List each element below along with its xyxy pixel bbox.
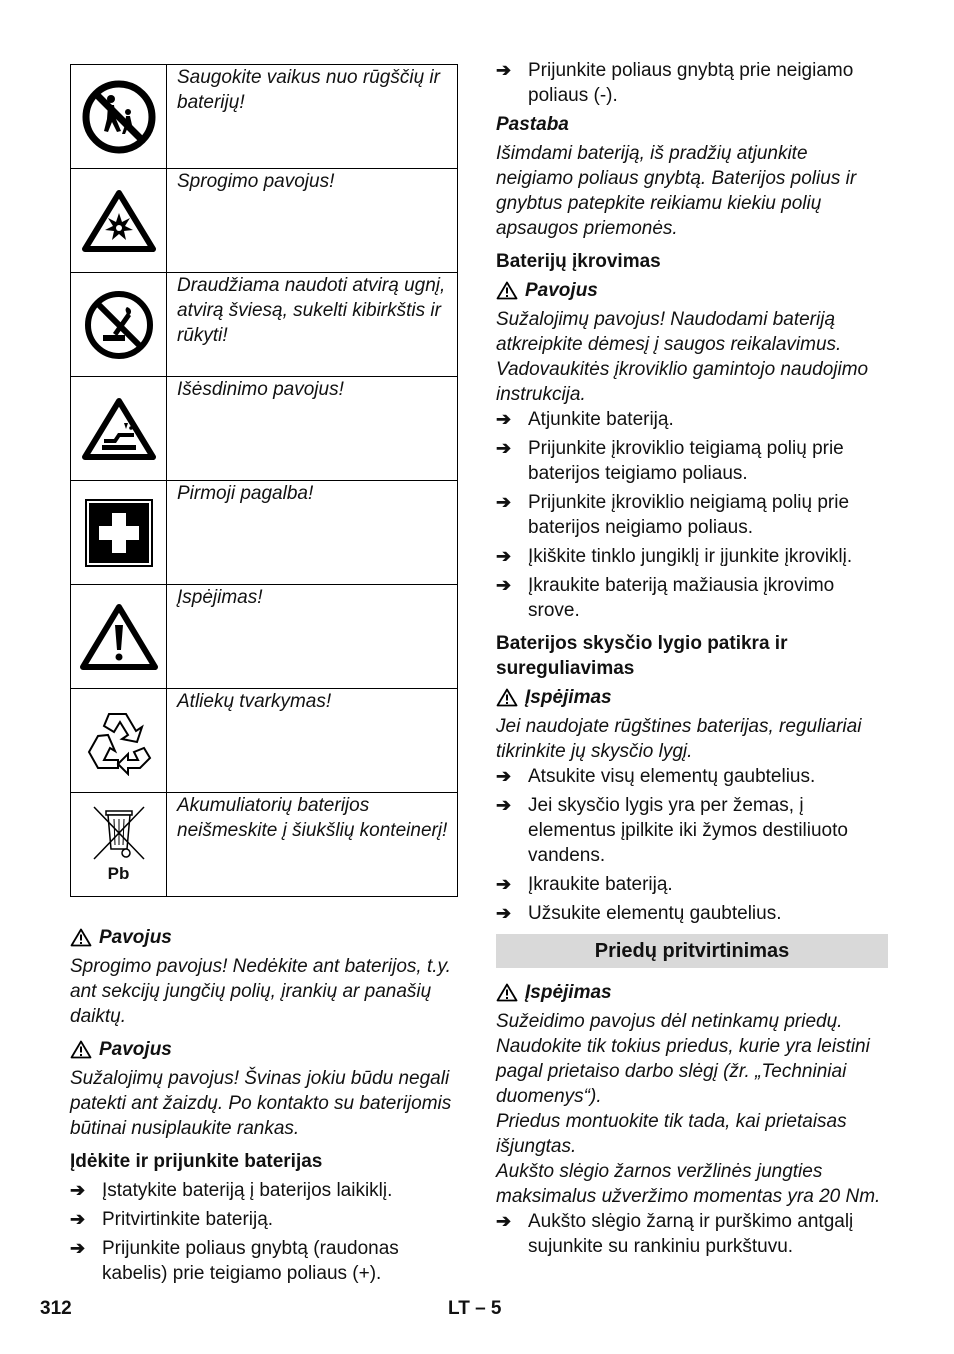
warning-triangle-icon [70, 1040, 92, 1059]
list-item: ➔ Atjunkite bateriją. [496, 409, 674, 430]
warning-text: Jei naudojate rūgštines baterijas, reguliariai tikrinkite jų skysčio lygį. [496, 716, 862, 762]
list-item: ➔ Įkiškite tinklo jungiklį ir įjunkite įkroviklį. [496, 546, 853, 567]
list-item: ➔ Įkraukite bateriją. [496, 874, 673, 895]
symbol-row [71, 169, 458, 273]
danger-heading: Pavojus [496, 278, 888, 303]
right-column [496, 58, 888, 1259]
warning-exclamation-icon [71, 585, 167, 689]
symbol-text: Atliekų tvarkymas! [167, 689, 458, 793]
symbol-row [71, 585, 458, 689]
list-item: ➔ Prijunkite poliaus gnybtą (raudonas kabelis) prie teigiamo poliaus (+). [70, 1238, 399, 1284]
arrow-right-icon: ➔ [496, 438, 512, 458]
warning-text: Priedus montuokite tik tada, kai prietaisas išjungtas. [496, 1111, 847, 1157]
list-item: ➔ Aukšto slėgio žarną ir purškimo antgalį sujunkite su rankiniu purkštuvu. [496, 1211, 854, 1257]
arrow-right-icon: ➔ [70, 1238, 86, 1258]
symbol-text: Saugokite vaikus nuo rūgščių ir baterijų! [167, 65, 458, 169]
arrow-right-icon: ➔ [496, 492, 512, 512]
explosion-warning-icon [71, 169, 167, 273]
list-item: ➔ Įstatykite bateriją į baterijos laikiklį. [70, 1180, 393, 1201]
note-text: Išimdami bateriją, iš pradžių atjunkite neigiamo poliaus gnybtą. Baterijos polius ir gnybtus patepkite reikiamu kiekiu polių apsaugos priemonės. [496, 143, 857, 239]
warning-triangle-icon [496, 281, 518, 300]
list-item: ➔ Užsukite elementų gaubtelius. [496, 903, 782, 924]
recycling-icon [71, 689, 167, 793]
charging-steps [496, 407, 888, 623]
left-column [70, 64, 458, 1286]
list-item: ➔ Prijunkite poliaus gnybtą prie neigiamo poliaus (-). [496, 60, 854, 106]
warning-triangle-icon [496, 688, 518, 707]
symbol-row [71, 481, 458, 585]
arrow-right-icon: ➔ [70, 1180, 86, 1200]
pb-label: Pb [107, 864, 130, 883]
danger-text: Sprogimo pavojus! Nedėkite ant baterijos, t.y. ant sekcijų jungčių polių, įrankių ar panašių daiktų. [70, 956, 451, 1027]
danger-heading: Pavojus [70, 925, 458, 950]
danger-text: Sužalojimų pavojus! Švinas jokiu būdu negali patekti ant žaizdų. Po kontakto su baterijomis būtinai nusiplaukite rankas. [70, 1068, 452, 1139]
symbol-text: Pirmoji pagalba! [167, 481, 458, 585]
no-children-icon [71, 65, 167, 169]
section-heading: Baterijos skysčio lygio patikra ir sureguliavimas [496, 633, 788, 679]
list-item: ➔ Prijunkite įkroviklio teigiamą polių prie baterijos teigiamo poliaus. [496, 438, 844, 484]
symbol-row [71, 65, 458, 169]
symbol-text: Sprogimo pavojus! [167, 169, 458, 273]
section-heading: Įdėkite ir prijunkite baterijas [70, 1151, 323, 1172]
language-page-indicator: LT – 5 [448, 1298, 502, 1319]
corrosive-warning-icon [71, 377, 167, 481]
first-aid-icon [71, 481, 167, 585]
warning-text: Aukšto slėgio žarnos veržlinės jungties maksimalus užveržimo momentas yra 20 Nm. [496, 1161, 881, 1207]
note-heading: Pastaba [496, 114, 569, 135]
arrow-right-icon: ➔ [496, 409, 512, 429]
warning-heading: Įspėjimas [496, 980, 888, 1005]
arrow-right-icon: ➔ [496, 766, 512, 786]
warning-triangle-icon [70, 928, 92, 947]
symbol-row [71, 793, 458, 897]
list-item: ➔ Prijunkite įkroviklio neigiamą polių prie baterijos neigiamo poliaus. [496, 492, 850, 538]
symbol-text: Akumuliatorių baterijos neišmeskite į šiukšlių konteinerį! [167, 793, 458, 897]
symbol-row [71, 377, 458, 481]
page-number: 312 [40, 1298, 72, 1319]
symbol-text: Išėsdinimo pavojus! [167, 377, 458, 481]
crossed-bin-icon [71, 793, 167, 897]
arrow-right-icon: ➔ [496, 903, 512, 923]
symbol-row [71, 273, 458, 377]
symbol-text: Draudžiama naudoti atvirą ugnį, atvirą šviesą, sukelti kibirkštis ir rūkyti! [167, 273, 458, 377]
arrow-right-icon: ➔ [496, 60, 512, 80]
warning-triangle-icon [496, 983, 518, 1002]
list-item: ➔ Atsukite visų elementų gaubtelius. [496, 766, 816, 787]
symbols-table [70, 64, 458, 897]
danger-text: Sužalojimų pavojus! Naudodami bateriją atkreipkite dėmesį į saugos reikalavimus. Vadovaukitės įkroviklio gamintojo naudojimo instrukcija. [496, 309, 869, 405]
no-fire-smoking-icon [71, 273, 167, 377]
symbol-row [71, 689, 458, 793]
list-item: ➔ Jei skysčio lygis yra per žemas, į elementus įpilkite iki žymos destiliuoto vandens. [496, 795, 848, 866]
arrow-right-icon: ➔ [496, 874, 512, 894]
danger-heading: Pavojus [70, 1037, 458, 1062]
list-item: ➔ Pritvirtinkite bateriją. [70, 1209, 274, 1230]
list-item: ➔ Įkraukite bateriją mažiausia įkrovimo srove. [496, 575, 835, 621]
arrow-right-icon: ➔ [70, 1209, 86, 1229]
arrow-right-icon: ➔ [496, 546, 512, 566]
arrow-right-icon: ➔ [496, 1211, 512, 1231]
section-heading: Baterijų įkrovimas [496, 251, 661, 272]
warning-heading: Įspėjimas [496, 685, 888, 710]
arrow-right-icon: ➔ [496, 575, 512, 595]
warning-text: Sužeidimo pavojus dėl netinkamų priedų. Naudokite tik tokius priedus, kurie yra leistini pagal prietaiso darbo slėgį (žr. „Techniniai duomenys“). [496, 1011, 870, 1107]
symbol-text: Įspėjimas! [167, 585, 458, 689]
install-steps [70, 1178, 458, 1286]
arrow-right-icon: ➔ [496, 795, 512, 815]
section-banner: Priedų pritvirtinimas [496, 934, 888, 968]
fluid-steps [496, 764, 888, 926]
